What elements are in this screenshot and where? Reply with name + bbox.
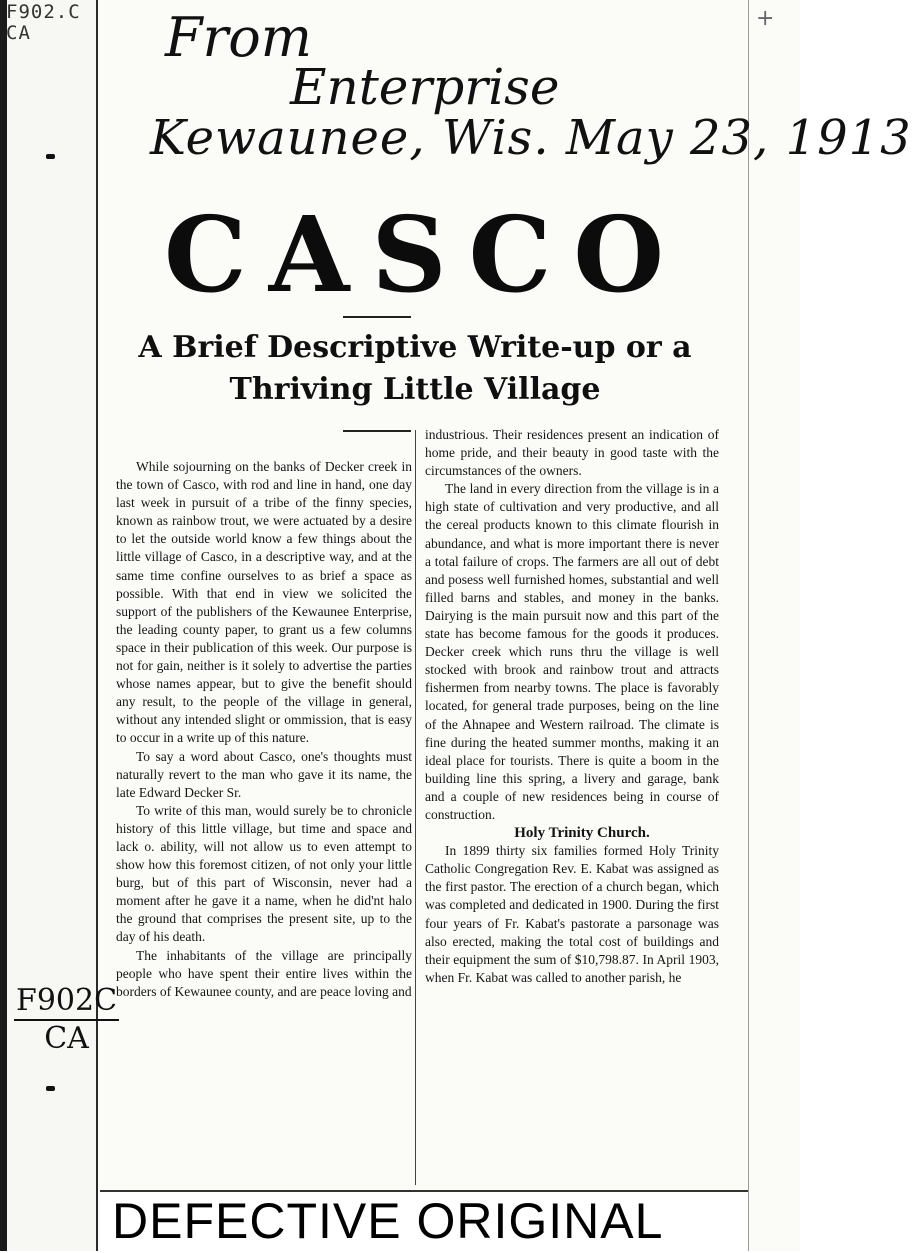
- masthead: CASCO: [164, 193, 686, 316]
- corner-plus-mark: +: [756, 6, 775, 31]
- left-paragraph-4: The inhabitants of the village are principally people who have spent their entire lives within the borders of Kewaunee county, and are peace loving and: [116, 947, 412, 999]
- right-paragraph-1: industrious. Their residences present an indication of home pride, and their beauty in good taste with the circumstances of the owners.: [425, 427, 719, 479]
- handwritten-line-1: From: [165, 6, 312, 69]
- punch-mark-top: [46, 154, 55, 159]
- church-subhead: Holy Trinity Church.: [514, 825, 650, 842]
- left-column: [116, 458, 412, 1001]
- margin-label-line1: F902C: [14, 983, 119, 1021]
- left-paragraph-3: To write of this man, would surely be to chronicle history of this little village, but time and space and lack o. ability, will not allow us to even attempt to show how this foremost citizen, of not only your little burg, but of this part of Wisconsin, never had a moment after he gave it a name, when he did'nt halo the ground that comprises the present site, up to the day of his death.: [116, 802, 412, 945]
- column-rule: [343, 430, 411, 432]
- right-paragraph-3: In 1899 thirty six families formed Holy Trinity Catholic Congregation Rev. E. Kabat was assigned as the first pastor. The erection of a church began, which was completed and dedicated in 1900. During the first four years of Fr. Kabat's pastorate a parsonage was also erected, making the total cost of buildings and their equipment the sum of $10,798.87. In April 1903, when Fr. Kabat was called to another parish, he: [425, 843, 719, 985]
- scan-edge: [0, 0, 7, 1251]
- headline-line-1: A Brief Descriptive Write-up or a: [138, 330, 692, 365]
- clipping-left-edge: [96, 0, 98, 1251]
- defective-original-label: DEFECTIVE ORIGINAL: [112, 1193, 664, 1249]
- right-paragraph-2: The land in every direction from the village is in a high state of cultivation and very productive, and all the cereal products known to this climate flourish in abundance, and what is more important there is never a total failure of crops. The farmers are all out of debt and posess well furnished homes, substantial and well filled barns and stables, and money in the banks. Dairying is the main pursuit now and this part of the state has become famous for the goods it produces. Decker creek which runs thru the village is well stocked with brook and rainbow trout and attracts fishermen from nearby towns. The place is favorably located, for general trade purposes, being on the line of the Ahnapee and Western railroad. The climate is fine during the heated summer months, making it an ideal place for tourists. There is quite a boom in the building line this spring, a livery and garage, bank and a couple of new residences being in course of construction.: [425, 481, 719, 822]
- left-paragraph-2: To say a word about Casco, one's thoughts must naturally revert to the man who gave it its name, the late Edward Decker Sr.: [116, 748, 412, 800]
- clipping-right-edge: [748, 0, 749, 1251]
- corner-note-line2: CA: [6, 22, 31, 44]
- handwritten-line-3: Kewaunee, Wis. May 23, 1913: [150, 110, 912, 166]
- left-paragraph-1: While sojourning on the banks of Decker creek in the town of Casco, with rod and line in hand, one day last week in pursuit of a tribe of the finny species, known as rainbow trout, we were actuated by a desire to let the outside world know a few things about the little village of Casco, in a descriptive way, and at the same time confine ourselves to as brief a space as possible. With that end in view we solicited the support of the publishers of the Kewaunee Enterprise, the leading county paper, to grant us a few columns space in their publication of this week. Our purpose is not for gain, neither is it solely to advertise the parties whose names appear, but to give the benefit should any result, to the people of the village in general, without any intended slight or ommission, that is easy to occur in a write up of this nature.: [116, 459, 412, 746]
- corner-note-line1: F902.C: [6, 1, 81, 23]
- headline: [110, 327, 720, 411]
- corner-catalog-note: [6, 2, 81, 44]
- column-divider: [415, 430, 416, 1185]
- margin-catalog-label: [14, 983, 119, 1057]
- headline-line-2: Thriving Little Village: [229, 372, 601, 407]
- right-column: [425, 426, 719, 987]
- handwritten-line-2: Enterprise: [290, 58, 560, 116]
- title-rule: [343, 316, 411, 318]
- punch-mark-bottom: [46, 1086, 55, 1091]
- margin-label-line2: CA: [44, 1021, 89, 1056]
